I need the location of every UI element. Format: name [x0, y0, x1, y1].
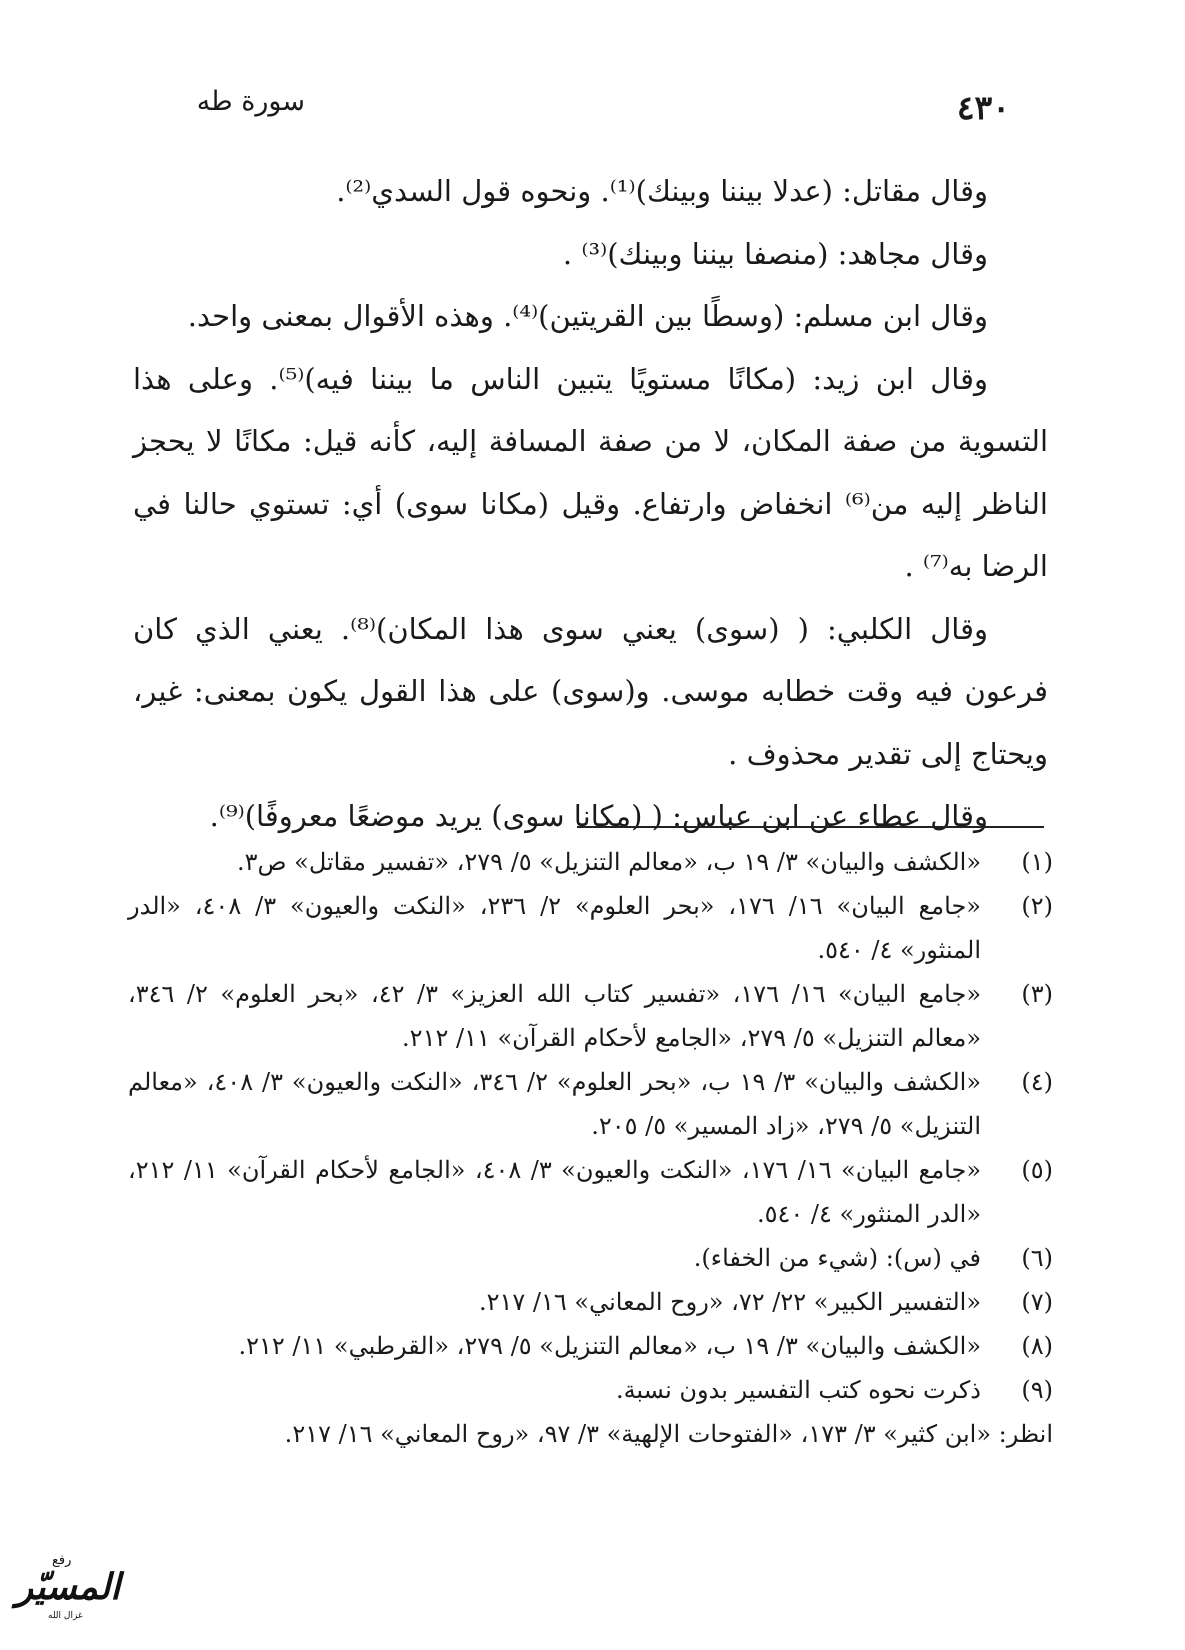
paragraph: وقال ابن زيد: (مكانًا مستويًا يتبين الناس ما بيننا فيه)⁽⁵⁾. وعلى هذا التسوية من صفة المكان، لا من صفة المسافة إليه، كأنه قيل: مكانًا لا يحجز الناظر إليه من⁽⁶⁾ انخفاض وارتفاع. وقيل (مكانا سوى) أي: تستوي حالنا في الرضا به⁽⁷⁾ . [133, 361, 1048, 583]
paragraph: وقال ابن مسلم: (وسطًا بين القريتين)⁽⁴⁾. وهذه الأقوال بمعنى واحد. [187, 299, 988, 333]
footnote-number: (٦) [1021, 1244, 1053, 1272]
footnote-number: (٨) [1021, 1332, 1053, 1360]
footnote-number: (٩) [1021, 1376, 1053, 1404]
footnote-number: (٧) [1021, 1288, 1053, 1316]
page-number: ٤٣٠ [956, 88, 1010, 127]
paragraph: وقال عطاء عن ابن عباس: ( (مكانا سوى) يريد موضعًا معروفًا)⁽⁹⁾. [209, 799, 988, 833]
footnote [128, 1324, 1053, 1368]
footnote [128, 1148, 1053, 1236]
paragraph: وقال مقاتل: (عدلا بيننا وبينك)⁽¹⁾. ونحوه قول السدي⁽²⁾. [336, 174, 988, 208]
footnote-text: «جامع البيان» ١٦/ ١٧٦، «بحر العلوم» ٢/ ٢٣٦، «النكت والعيون» ٣/ ٤٠٨، «الدر المنثور» ٤/ ٥٤٠. [128, 892, 981, 964]
footnote-number: (٤) [1021, 1068, 1053, 1096]
footnote-text: «الكشف والبيان» ٣/ ١٩ ب، «معالم التنزيل» ٥/ ٢٧٩، «القرطبي» ١١/ ٢١٢. [238, 1332, 981, 1360]
footnote [128, 1280, 1053, 1324]
footnote-text: في (س): (شيء من الخفاء). [693, 1244, 981, 1272]
paragraph: وقال الكلبي: ( (سوى) يعني سوى هذا المكان)⁽⁸⁾. يعني الذي كان فرعون فيه وقت خطابه موسى. و(سوى) على هذا القول يكون بمعنى: غير، ويحتاج إلى تقدير محذوف . [133, 611, 1048, 771]
page-header [0, 86, 1185, 136]
stamp-top-text: رفع [52, 1553, 72, 1568]
footnote-text: ذكرت نحوه كتب التفسير بدون نسبة. [615, 1376, 981, 1404]
footnote-continuation: انظر: «ابن كثير» ٣/ ١٧٣، «الفتوحات الإلهية» ٣/ ٩٧، «روح المعاني» ١٦/ ٢١٧. [284, 1420, 1053, 1448]
footnote [128, 884, 1053, 972]
footnotes [128, 840, 1053, 1456]
footnote-separator [577, 826, 1044, 828]
footnote [128, 1236, 1053, 1280]
footnote-text: «الكشف والبيان» ٣/ ١٩ ب، «بحر العلوم» ٢/ ٣٤٦، «النكت والعيون» ٣/ ٤٠٨، «معالم التنزيل» ٥/ ٢٧٩، «زاد المسير» ٥/ ٢٠٥. [128, 1068, 982, 1140]
footnote-number: (٢) [1021, 892, 1053, 920]
library-stamp-logo [8, 1555, 128, 1625]
footnote [128, 840, 1053, 884]
footnote-text: «التفسير الكبير» ٢٢/ ٧٢، «روح المعاني» ١٦/ ٢١٧. [478, 1288, 981, 1316]
stamp-bottom-text: غزال الله [48, 1611, 83, 1621]
footnote-number: (٥) [1021, 1156, 1053, 1184]
main-text [133, 160, 1048, 848]
footnote-text: «الكشف والبيان» ٣/ ١٩ ب، «معالم التنزيل» ٥/ ٢٧٩، «تفسير مقاتل» ص٣. [236, 848, 981, 876]
footnote [128, 1368, 1053, 1412]
footnote-text: «جامع البيان» ١٦/ ١٧٦، «تفسير كتاب الله العزيز» ٣/ ٤٢، «بحر العلوم» ٢/ ٣٤٦، «معالم التنزيل» ٥/ ٢٧٩، «الجامع لأحكام القرآن» ١١/ ٢١٢. [128, 980, 982, 1052]
footnote-number: (٣) [1021, 980, 1053, 1008]
paragraph: وقال مجاهد: (منصفا بيننا وبينك)⁽³⁾ . [562, 236, 988, 271]
footnote-number: (١) [1021, 848, 1053, 876]
footnote [128, 1060, 1053, 1148]
footnote-text: «جامع البيان» ١٦/ ١٧٦، «النكت والعيون» ٣/ ٤٠٨، «الجامع لأحكام القرآن» ١١/ ٢١٢، «الدر المنثور» ٤/ ٥٤٠. [128, 1156, 982, 1228]
stamp-word: المسيّر [15, 1567, 121, 1608]
surah-title: سورة طه [196, 86, 305, 117]
footnote [128, 972, 1053, 1060]
